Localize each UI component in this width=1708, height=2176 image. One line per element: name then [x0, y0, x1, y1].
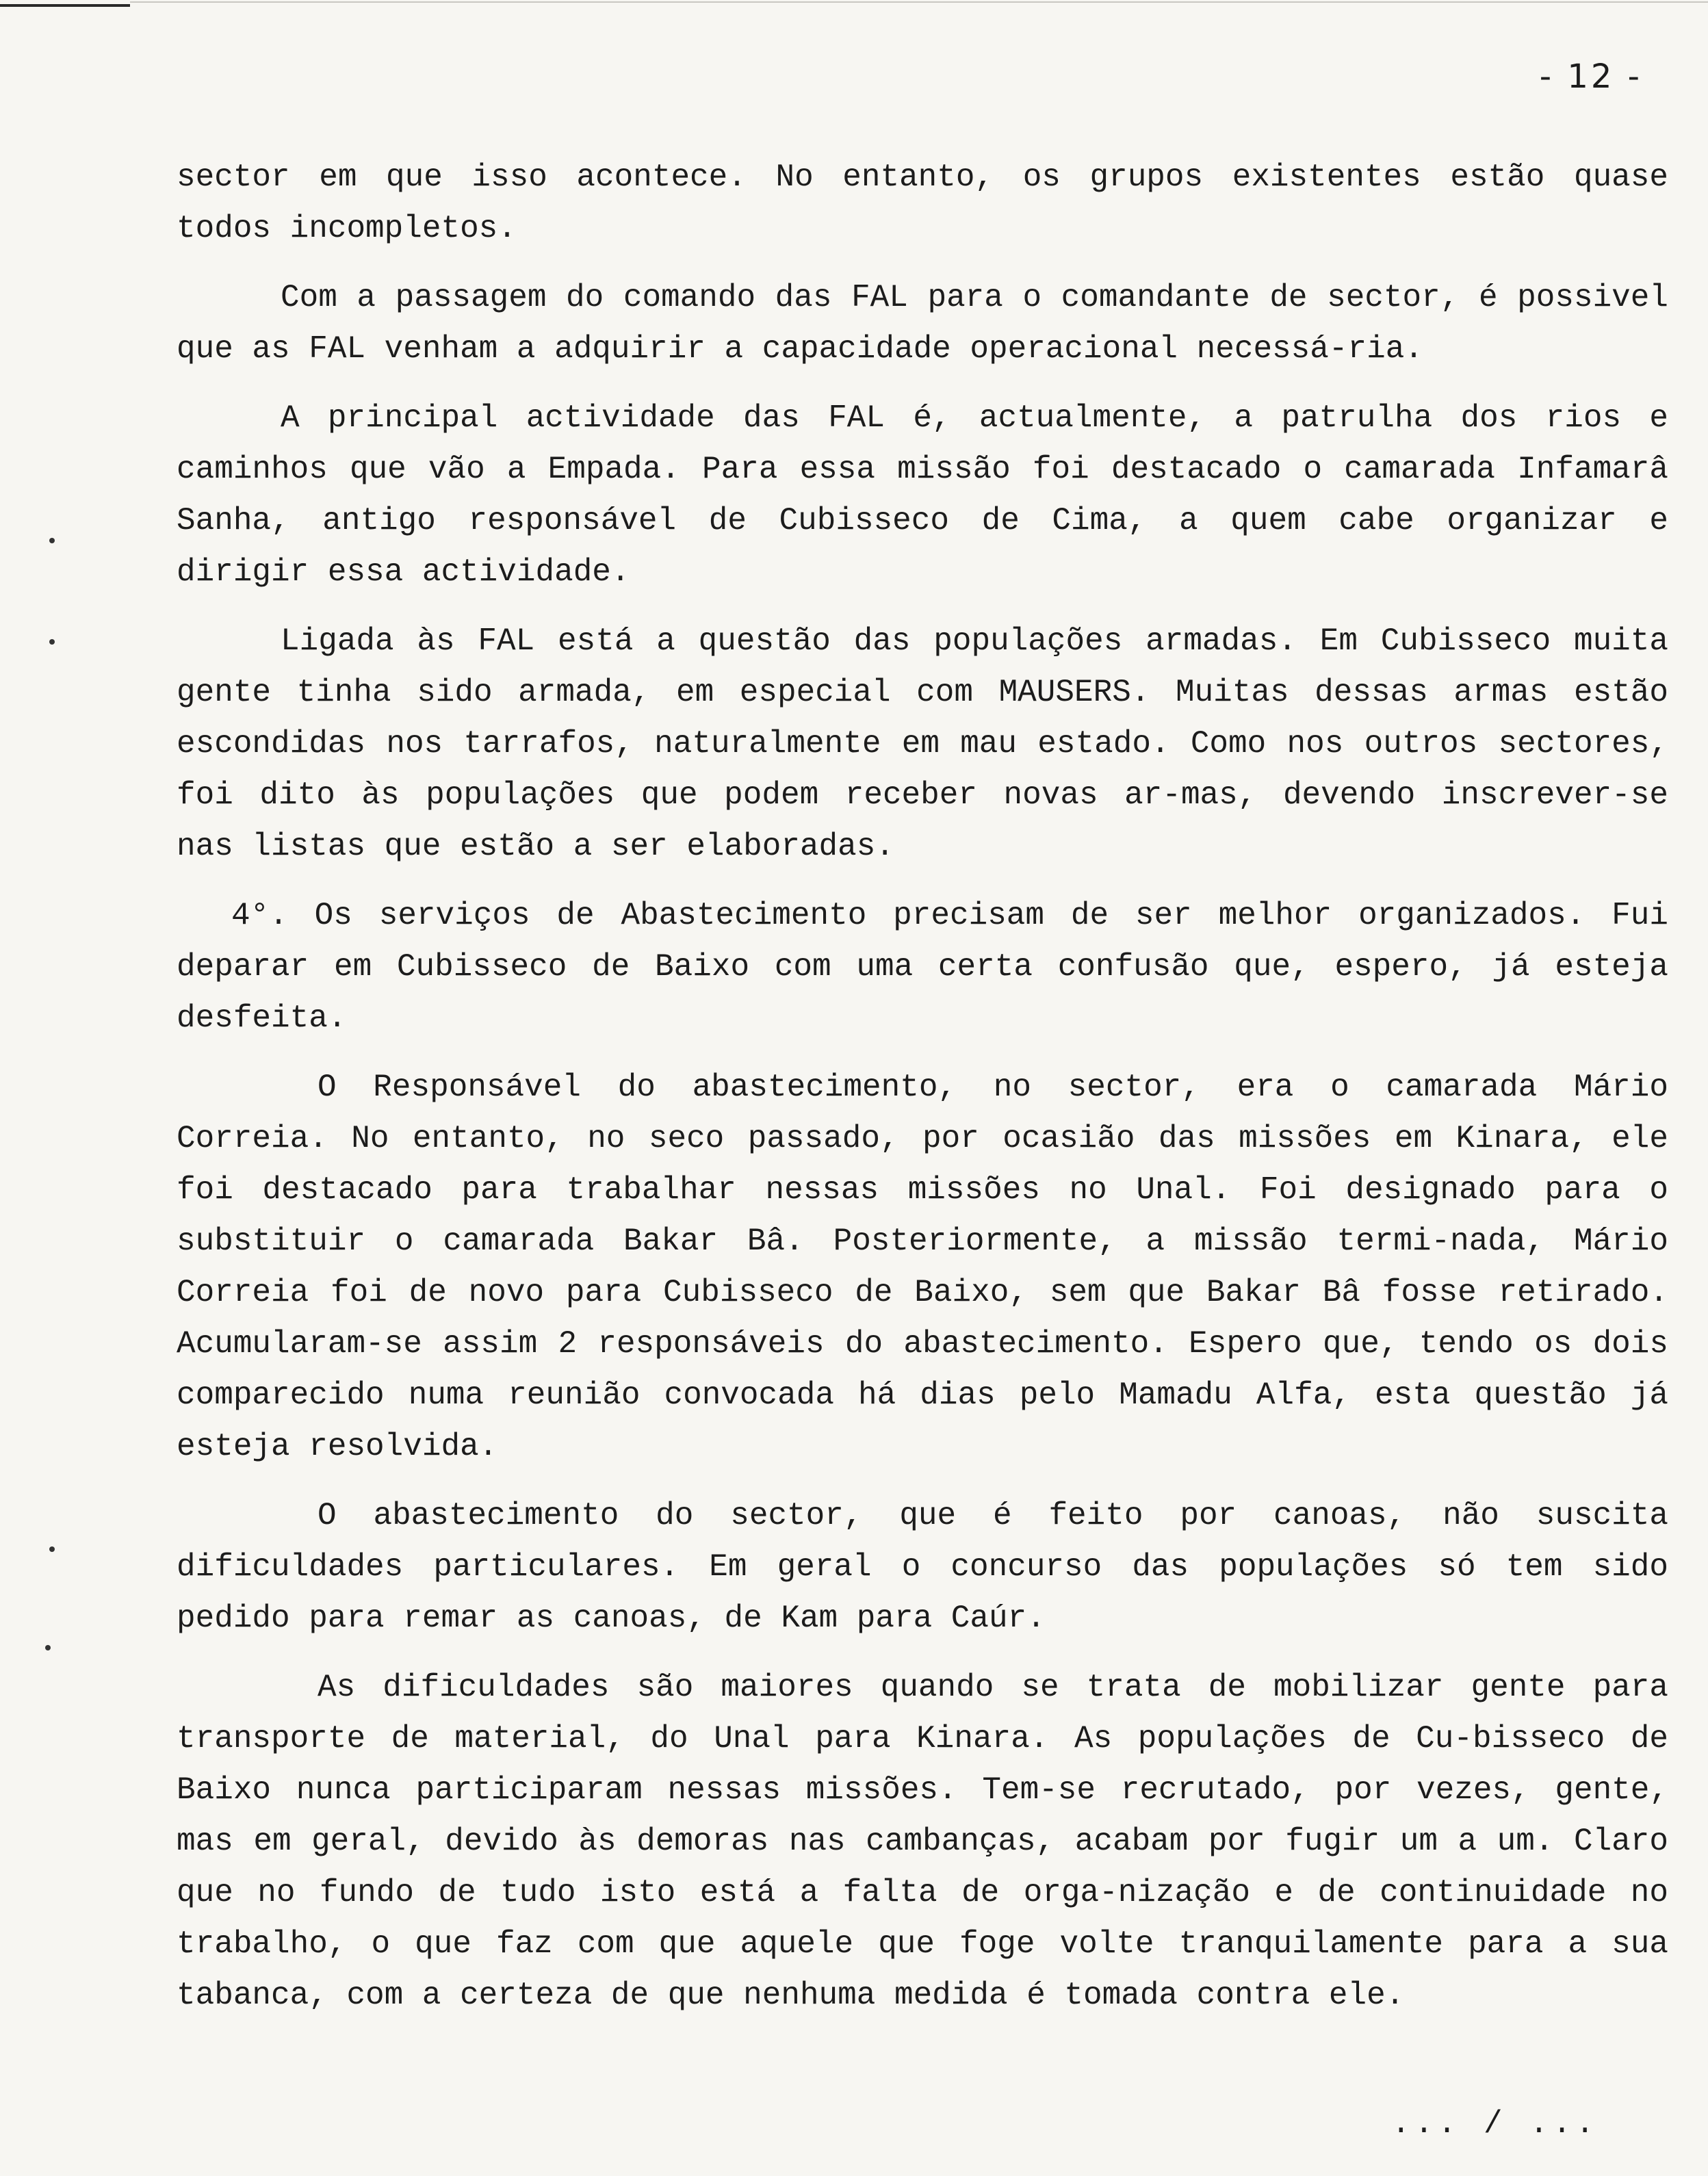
- margin-mark: [49, 1546, 55, 1552]
- paragraph-3: A principal actividade das FAL é, actualmente, a patrulha dos rios e caminhos que vão a Empada. Para essa missão foi destacado o camarada Infamarâ Sanha, antigo responsável de Cubisseco de Cima, a quem cabe organizar e dirigir essa actividade.: [177, 400, 1687, 590]
- page-number: - 12 -: [1539, 57, 1642, 96]
- margin-mark: [49, 538, 55, 543]
- top-left-rule: [0, 4, 130, 7]
- paragraph-5-item-4: 4°. Os serviços de Abastecimento precisam de ser melhor organizados. Fui deparar em Cubisseco de Baixo com uma certa confusão que, espero, já esteja desfeita.: [177, 898, 1687, 1036]
- paragraph-1: sector em que isso acontece. No entanto, os grupos existentes estão quase todos incompletos.: [177, 159, 1687, 246]
- paragraph-6: O Responsável do abastecimento, no sector, era o camarada Mário Correia. No entanto, no seco passado, por ocasião das missões em Kinara, ele foi destacado para trabalhar nessas missões no Unal. Foi designado para o substituir o camarada Bakar Bâ. Posteriormente, a missão termi-nada, Mário Correia foi de novo para Cubisseco de Baixo, sem que Bakar Bâ fosse retirado. Acumularam-se assim 2 responsáveis do abastecimento. Espero que, tendo os dois comparecido numa reunião convocada há dias pelo Mamadu Alfa, esta questão já esteja resolvida.: [177, 1070, 1687, 1464]
- paragraph-7: O abastecimento do sector, que é feito por canoas, não suscita dificuldades particulares. Em geral o concurso das populações só tem sido pedido para remar as canoas, de Kam para Caúr.: [177, 1498, 1687, 1636]
- top-edge-line: [130, 1, 1708, 3]
- paragraph-8: As dificuldades são maiores quando se trata de mobilizar gente para transporte de material, do Unal para Kinara. As populações de Cu-bisseco de Baixo nunca participaram nessas missões. Tem-se recrutado, por vezes, gente, mas em geral, devido às demoras nas cambanças, acabam por fugir um a um. Claro que no fundo de tudo isto está a falta de orga-nização e de continuidade no trabalho, o que faz com que aquele que foge volte tranquilamente para a sua tabanca, com a certeza de que nenhuma medida é tomada contra ele.: [177, 1670, 1687, 2013]
- document-body: [177, 152, 1687, 2039]
- margin-mark: [45, 1645, 51, 1650]
- paragraph-4: Ligada às FAL está a questão das populações armadas. Em Cubisseco muita gente tinha sido armada, em especial com MAUSERS. Muitas dessas armas estão escondidas nos tarrafos, naturalmente em mau estado. Como nos outros sectores, foi dito às populações que podem receber novas ar-mas, devendo inscrever-se nas listas que estão a ser elaboradas.: [177, 623, 1687, 864]
- continuation-mark: ... / ...: [1391, 2106, 1599, 2142]
- margin-mark: [49, 639, 55, 645]
- paragraph-2: Com a passagem do comando das FAL para o comandante de sector, é possivel que as FAL venham a adquirir a capacidade operacional necessá-ria.: [177, 280, 1687, 367]
